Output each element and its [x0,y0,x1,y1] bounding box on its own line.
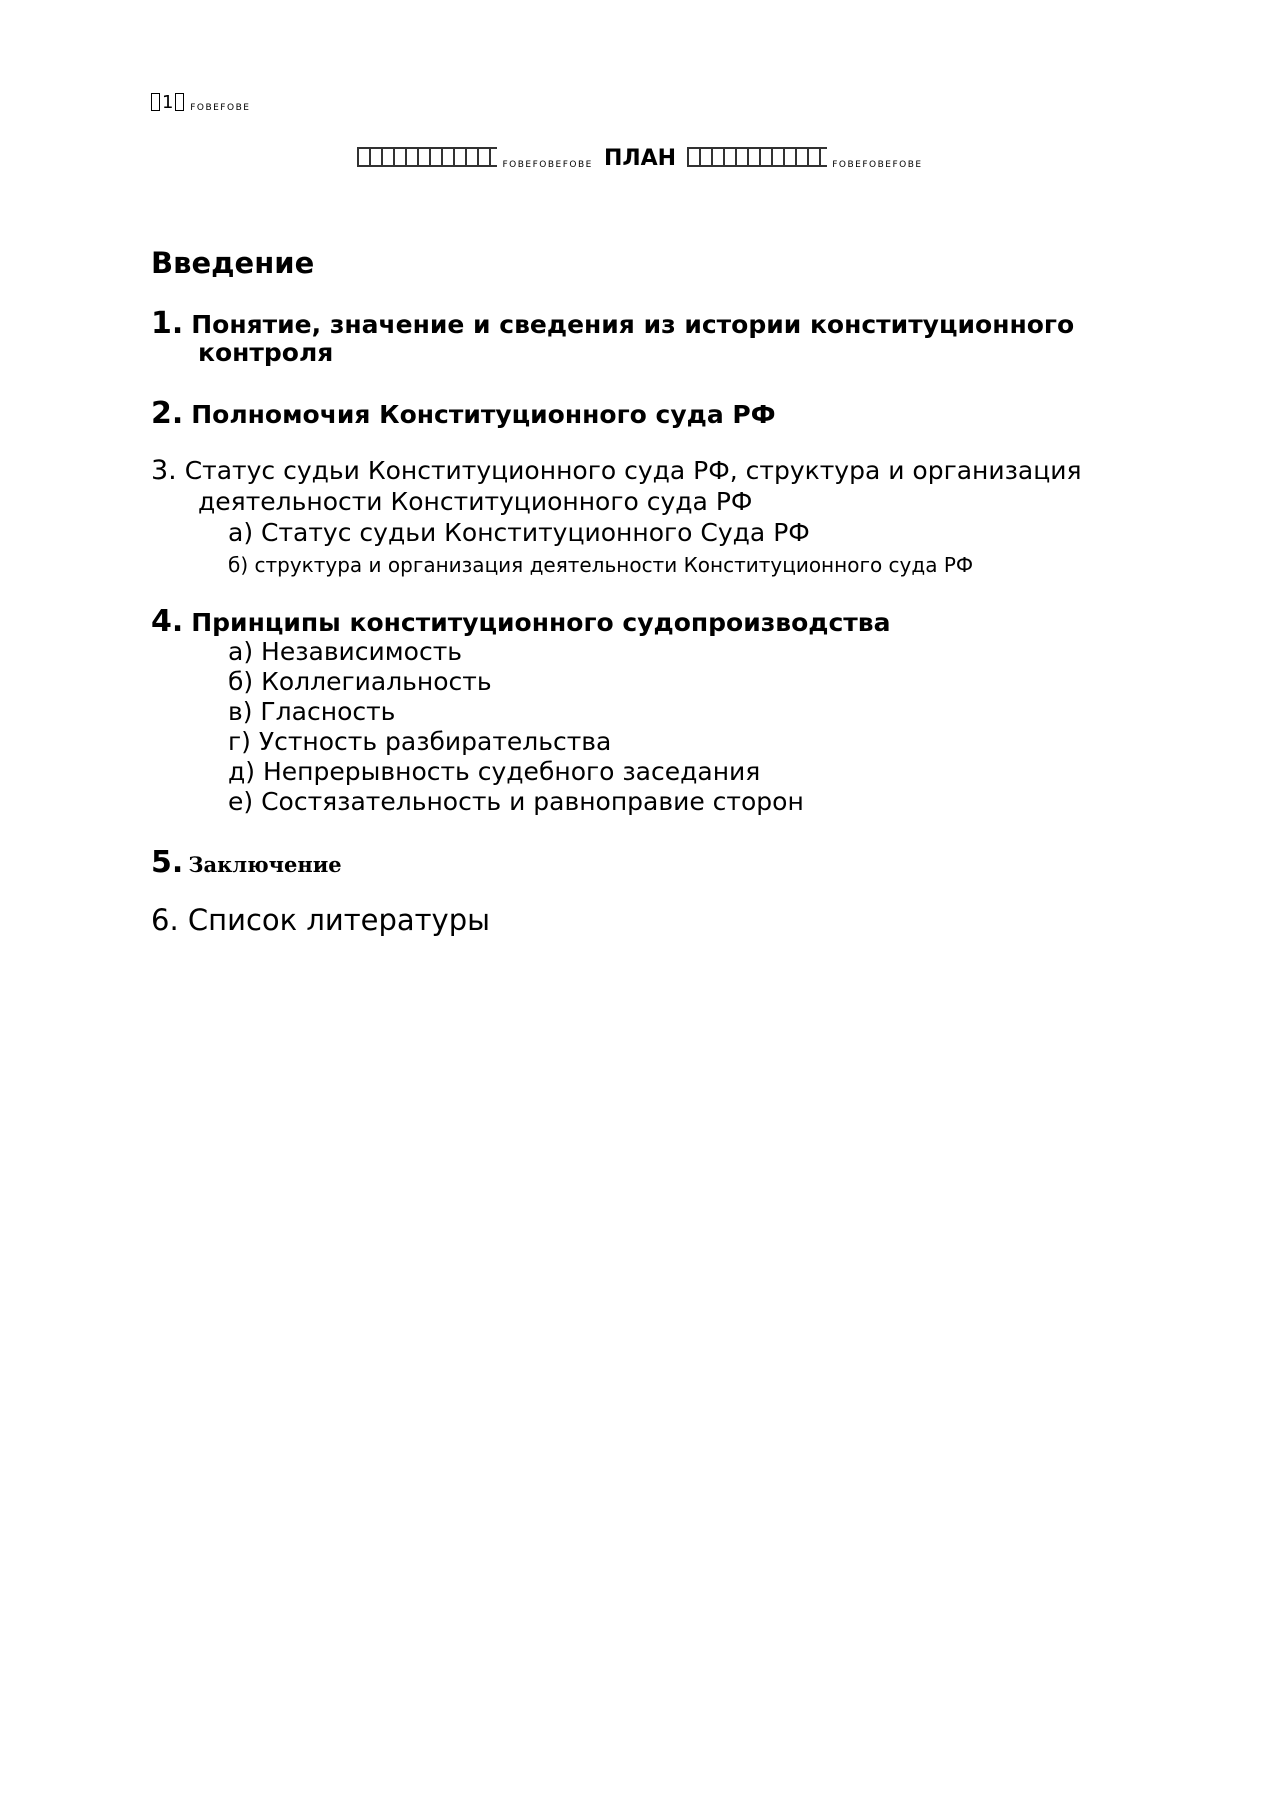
item-number: 5. [151,845,184,880]
item-label: Полномочия Конституционного суда РФ [191,400,776,429]
subitem: в) Гласность [228,697,396,726]
outline-item-2 [151,396,776,431]
subitem: е) Состязательность и равноправие сторон [228,787,804,816]
outline-item-4 [151,604,890,639]
page-number: 1 [162,92,174,113]
field-garble-right [687,147,827,167]
outline-intro: Введение [151,246,315,280]
item-number: 2. [151,396,184,431]
field-code-left: FOBEFOBEFOBE [502,160,593,170]
subitem: б) Коллегиальность [228,667,492,696]
outline-item-5 [151,845,342,880]
outline-item-1-continuation: контроля [198,338,334,367]
title-line [0,146,1280,171]
item-number: 6. [151,903,179,937]
subitem: г) Устность разбирательства [228,727,612,756]
outline-item-3-continuation: деятельности Конституционного суда РФ [198,487,753,516]
subitem: б) структура и организация деятельности Конституционного суда РФ [228,553,974,577]
item-number: 3. [151,455,177,486]
item-label: Список литературы [187,903,491,937]
subitem: а) Независимость [228,637,462,666]
field-marker-icon [151,93,160,111]
outline-item-1 [151,306,1074,341]
page-title: ПЛАН [603,146,677,171]
item-label: Принципы конституционного судопроизводства [191,608,891,637]
item-label: Понятие, значение и сведения из истории конституционного [191,310,1075,339]
item-number: 4. [151,604,184,639]
field-code-right: FOBEFOBEFOBE [832,160,923,170]
subitem: а) Статус судьи Конституционного Суда РФ [228,518,810,547]
item-label: Заключение [188,852,342,877]
page-number-field [151,92,250,119]
outline-item-6 [151,903,490,937]
field-garble-left [357,147,497,167]
outline-item-3 [151,455,1082,486]
subitem: д) Непрерывность судебного заседания [228,757,761,786]
item-number: 1. [151,306,184,341]
item-label: Статус судьи Конституционного суда РФ, структура и организация [184,456,1082,485]
field-code: FOBEFOBE [190,103,251,113]
field-marker-icon [175,93,184,111]
